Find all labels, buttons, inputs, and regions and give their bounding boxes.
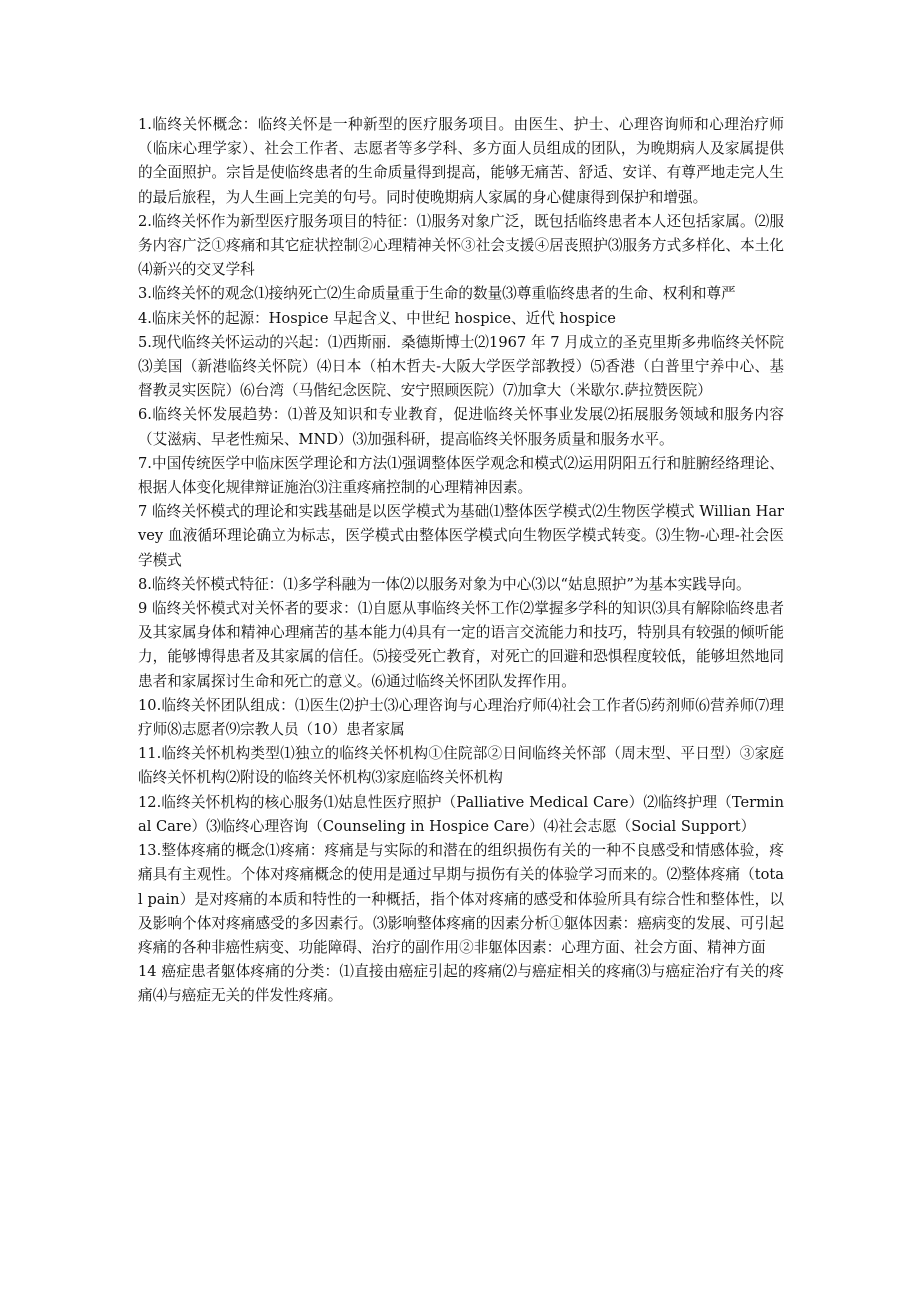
paragraph-6: 6.临终关怀发展趋势：⑴普及知识和专业教育，促进临终关怀事业发展⑵拓展服务领域和服务内容（艾滋病、早老性痴呆、MND）⑶加强科研，提高临终关怀服务质量和服务水平。	[138, 406, 784, 448]
paragraph-7: 7.中国传统医学中临床医学理论和方法⑴强调整体医学观念和模式⑵运用阴阳五行和脏腑经络理论、根据人体变化规律辩证施治⑶注重疼痛控制的心理精神因素。	[138, 454, 784, 497]
paragraph-4: 4.临床关怀的起源：Hospice 早起含义、中世纪 hospice、近代 hospice	[138, 309, 616, 327]
paragraph-10: 10.临终关怀团队组成：⑴医生⑵护士⑶心理咨询与心理治疗师⑷社会工作者⑸药剂师⑹营养师⑺理疗师⑻志愿者⑼宗教人员（10）患者家属	[138, 696, 784, 739]
paragraph-12: 12.临终关怀机构的核心服务⑴姑息性医疗照护（Palliative Medical Care）⑵临终护理（Terminal Care）⑶临终心理咨询（Counseling in Hospice Care）⑷社会志愿（Social Support）	[138, 793, 784, 835]
paragraph-11: 11.临终关怀机构类型⑴独立的临终关怀机构①住院部②日间临终关怀部（周末型、平日型）③家庭临终关怀机构⑵附设的临终关怀机构⑶家庭临终关怀机构	[138, 745, 784, 787]
paragraph-14: 14 癌症患者躯体疼痛的分类：⑴直接由癌症引起的疼痛⑵与癌症相关的疼痛⑶与癌症治疗有关的疼痛⑷与癌症无关的伴发性疼痛。	[138, 963, 784, 1005]
paragraph-2: 2.临终关怀作为新型医疗服务项目的特征：⑴服务对象广泛，既包括临终患者本人还包括家属。⑵服务内容广泛①疼痛和其它症状控制②心理精神关怀③社会支援④居丧照护⑶服务方式多样化、本土化⑷新兴的交叉学科	[138, 212, 784, 279]
paragraph-13: 13.整体疼痛的概念⑴疼痛：疼痛是与实际的和潜在的组织损伤有关的一种不良感受和情感体验，疼痛具有主观性。个体对疼痛概念的使用是通过早期与损伤有关的体验学习而来的。⑵整体疼痛（total pain）是对疼痛的本质和特性的一种概括，指个体对疼痛的感受和体验所具有综合性和整体性，以及影响个体对疼痛感受的多因素行。⑶影响整体疼痛的因素分析①躯体因素：癌病变的发展、可引起疼痛的各种非癌性病变、功能障碍、治疗的副作用②非躯体因素：心理方面、社会方面、精神方面	[138, 842, 784, 956]
paragraph-1: 1.临终关怀概念：临终关怀是一种新型的医疗服务项目。由医生、护士、心理咨询师和心理治疗师（临床心理学家）、社会工作者、志愿者等多学科、多方面人员组成的团队，为晚期病人及家属提供的全面照护。宗旨是使临终患者的生命质量得到提高，能够无痛苦、舒适、安详、有尊严地走完人生的最后旅程，为人生画上完美的句号。同时使晚期病人家属的身心健康得到保护和增强。	[138, 116, 784, 206]
document-body	[138, 113, 784, 1009]
paragraph-9: 9 临终关怀模式对关怀者的要求：⑴自愿从事临终关怀工作⑵掌握多学科的知识⑶具有解除临终患者及其家属身体和精神心理痛苦的基本能力⑷具有一定的语言交流能力和技巧，特别具有较强的倾听能力，能够博得患者及其家属的信任。⑸接受死亡教育，对死亡的回避和恐惧程度较低，能够坦然地同患者和家属探讨生命和死亡的意义。⑹通过临终关怀团队发挥作用。	[138, 600, 784, 690]
paragraph-8: 8.临终关怀模式特征：⑴多学科融为一体⑵以服务对象为中心⑶以“姑息照护”为基本实践导向。	[138, 575, 751, 593]
paragraph-5: 5.现代临终关怀运动的兴起：⑴西斯丽．桑德斯博士⑵1967 年 7 月成立的圣克里斯多弗临终关怀院⑶美国（新港临终关怀院）⑷日本（柏木哲夫-大阪大学医学部教授）⑸香港（白普里宁养中心、基督教灵实医院）⑹台湾（马偕纪念医院、安宁照顾医院）⑺加拿大（米歇尔.萨拉赞医院）	[138, 333, 784, 400]
paragraph-3: 3.临终关怀的观念⑴接纳死亡⑵生命质量重于生命的数量⑶尊重临终患者的生命、权利和尊严	[138, 285, 736, 303]
paragraph-7b: 7 临终关怀模式的理论和实践基础是以医学模式为基础⑴整体医学模式⑵生物医学模式 Willian Harvey 血液循环理论确立为标志，医学模式由整体医学模式向生物医学模式转变。⑶生物-心理-社会医学模式	[138, 503, 784, 569]
